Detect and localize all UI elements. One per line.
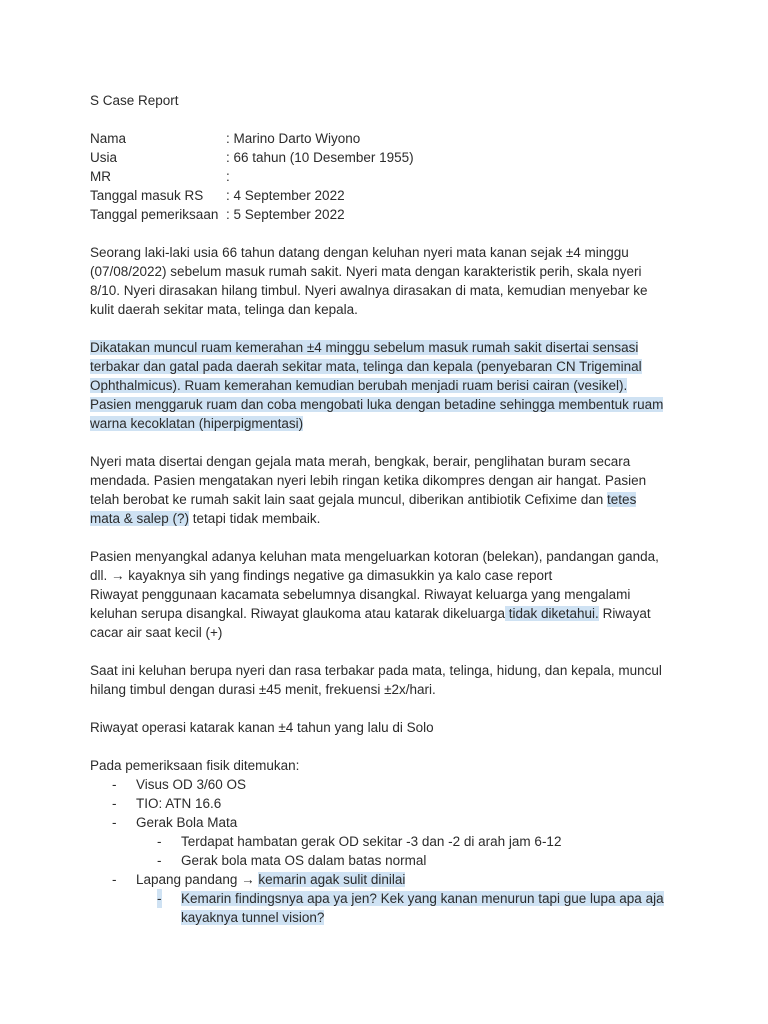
highlighted-text: tetes xyxy=(607,492,637,507)
sub-list-item xyxy=(90,889,690,908)
list-dash: - xyxy=(157,891,162,906)
text-line: Nyeri mata disertai dengan gejala mata merah, bengkak, berair, penglihatan buram secara xyxy=(90,454,631,469)
paragraph-surgery-history: Riwayat operasi katarak kanan ±4 tahun yang lalu di Solo xyxy=(90,720,434,735)
paragraph-eye-symptoms xyxy=(90,452,690,528)
text-segment: tetapi tidak membaik. xyxy=(189,511,321,526)
text-line: Riwayat penggunaan kacamata sebelumnya disangkal. Riwayat keluarga yang mengalami xyxy=(90,587,631,602)
document-title: S Case Report xyxy=(90,93,179,108)
highlighted-text: kemarin agak sulit dinilai xyxy=(258,872,406,887)
list-item-text: Lapang pandang → xyxy=(136,872,259,887)
field-value: : 5 September 2022 xyxy=(226,207,345,222)
text-segment: keluhan serupa disangkal. Riwayat glaukoma atau katarak dikeluarga xyxy=(90,606,505,621)
field-label: Tanggal pemeriksaan xyxy=(90,207,219,222)
exam-intro: Pada pemeriksaan fisik ditemukan: xyxy=(90,758,300,773)
field-usia xyxy=(90,148,690,167)
text-line: Pasien menyangkal adanya keluhan mata mengeluarkan kotoran (belekan), pandangan ganda, xyxy=(90,549,659,564)
field-label: MR xyxy=(90,169,111,184)
list-item-text: Gerak bola mata OS dalam batas normal xyxy=(181,853,427,868)
field-label: Nama xyxy=(90,131,127,146)
text-line: kulit daerah sekitar mata, telinga dan kepala. xyxy=(90,302,358,317)
sub-list-item xyxy=(90,851,690,870)
paragraph-rash-history xyxy=(90,338,690,433)
list-dash: - xyxy=(157,853,162,868)
highlighted-text: Pasien menggaruk ruam dan coba mengobati luka dengan betadine sehingga membentuk ruam xyxy=(90,397,664,412)
list-dash: - xyxy=(112,777,117,792)
list-item xyxy=(90,794,690,813)
list-item xyxy=(90,775,690,794)
physical-exam-section xyxy=(90,756,690,927)
list-item-text: TIO: ATN 16.6 xyxy=(136,796,222,811)
list-item-text: Gerak Bola Mata xyxy=(136,815,238,830)
sub-list-item xyxy=(90,832,690,851)
list-dash: - xyxy=(112,796,117,811)
sub-list-item-continuation xyxy=(90,908,690,927)
list-item xyxy=(90,870,690,889)
list-dash: - xyxy=(112,815,117,830)
text-line: mendada. Pasien mengatakan nyeri lebih ringan ketika dikompres dengan air hangat. Pasien xyxy=(90,473,647,488)
document-page xyxy=(90,91,690,927)
field-value: : 4 September 2022 xyxy=(226,188,345,203)
text-line: cacar air saat kecil (+) xyxy=(90,625,223,640)
highlighted-text: warna kecoklatan (hiperpigmentasi) xyxy=(90,416,304,431)
highlighted-text: mata & salep (?) xyxy=(90,511,190,526)
highlighted-text: tidak diketahui. xyxy=(505,606,599,621)
highlighted-text: Dikatakan muncul ruam kemerahan ±4 minggu sebelum masuk rumah sakit disertai sensasi xyxy=(90,340,639,355)
paragraph-chief-complaint xyxy=(90,243,690,319)
list-dash: - xyxy=(157,834,162,849)
text-line: 8/10. Nyeri dirasakan hilang timbul. Nyeri awalnya dirasakan di mata, kemudian menyebar ke xyxy=(90,283,648,298)
field-tanggal-masuk xyxy=(90,186,690,205)
field-nama xyxy=(90,129,690,148)
text-segment: Riwayat xyxy=(598,606,651,621)
field-value: : Marino Darto Wiyono xyxy=(226,131,361,146)
text-segment: telah berobat ke rumah sakit lain saat gejala muncul, diberikan antibiotik Cefixime dan xyxy=(90,492,608,507)
highlighted-text: Kemarin findingsnya apa ya jen? Kek yang kanan menurun tapi gue lupa apa aja xyxy=(181,891,664,906)
paragraph-current-complaint xyxy=(90,661,690,699)
field-label: Usia xyxy=(90,150,118,165)
text-line: hilang timbul dengan durasi ±45 menit, frekuensi ±2x/hari. xyxy=(90,682,436,697)
highlighted-text: terbakar dan gatal pada daerah sekitar mata, telinga dan kepala (penyebaran CN Trigeminal xyxy=(90,359,642,374)
text-line: Seorang laki-laki usia 66 tahun datang dengan keluhan nyeri mata kanan sejak ±4 minggu xyxy=(90,245,629,260)
field-value: : 66 tahun (10 Desember 1955) xyxy=(226,150,414,165)
field-mr xyxy=(90,167,690,186)
field-value: : xyxy=(226,169,230,184)
field-label: Tanggal masuk RS xyxy=(90,188,204,203)
list-item-text: Terdapat hambatan gerak OD sekitar -3 dan -2 di arah jam 6-12 xyxy=(181,834,562,849)
text-line: dll. → kayaknya sih yang findings negative ga dimasukkin ya kalo case report xyxy=(90,568,553,583)
highlighted-text: Ophthalmicus). Ruam kemerahan kemudian berubah menjadi ruam berisi cairan (vesikel). xyxy=(90,378,628,393)
field-tanggal-pemeriksaan xyxy=(90,205,690,224)
list-item xyxy=(90,813,690,832)
text-line: (07/08/2022) sebelum masuk rumah sakit. Nyeri mata dengan karakteristik perih, skala nyeri xyxy=(90,264,642,279)
list-dash: - xyxy=(112,872,117,887)
text-line: Saat ini keluhan berupa nyeri dan rasa terbakar pada mata, telinga, hidung, dan kepala, muncul xyxy=(90,663,662,678)
highlighted-text: kayaknya tunnel vision? xyxy=(181,910,325,925)
paragraph-negative-history xyxy=(90,547,690,642)
list-item-text: Visus OD 3/60 OS xyxy=(136,777,247,792)
